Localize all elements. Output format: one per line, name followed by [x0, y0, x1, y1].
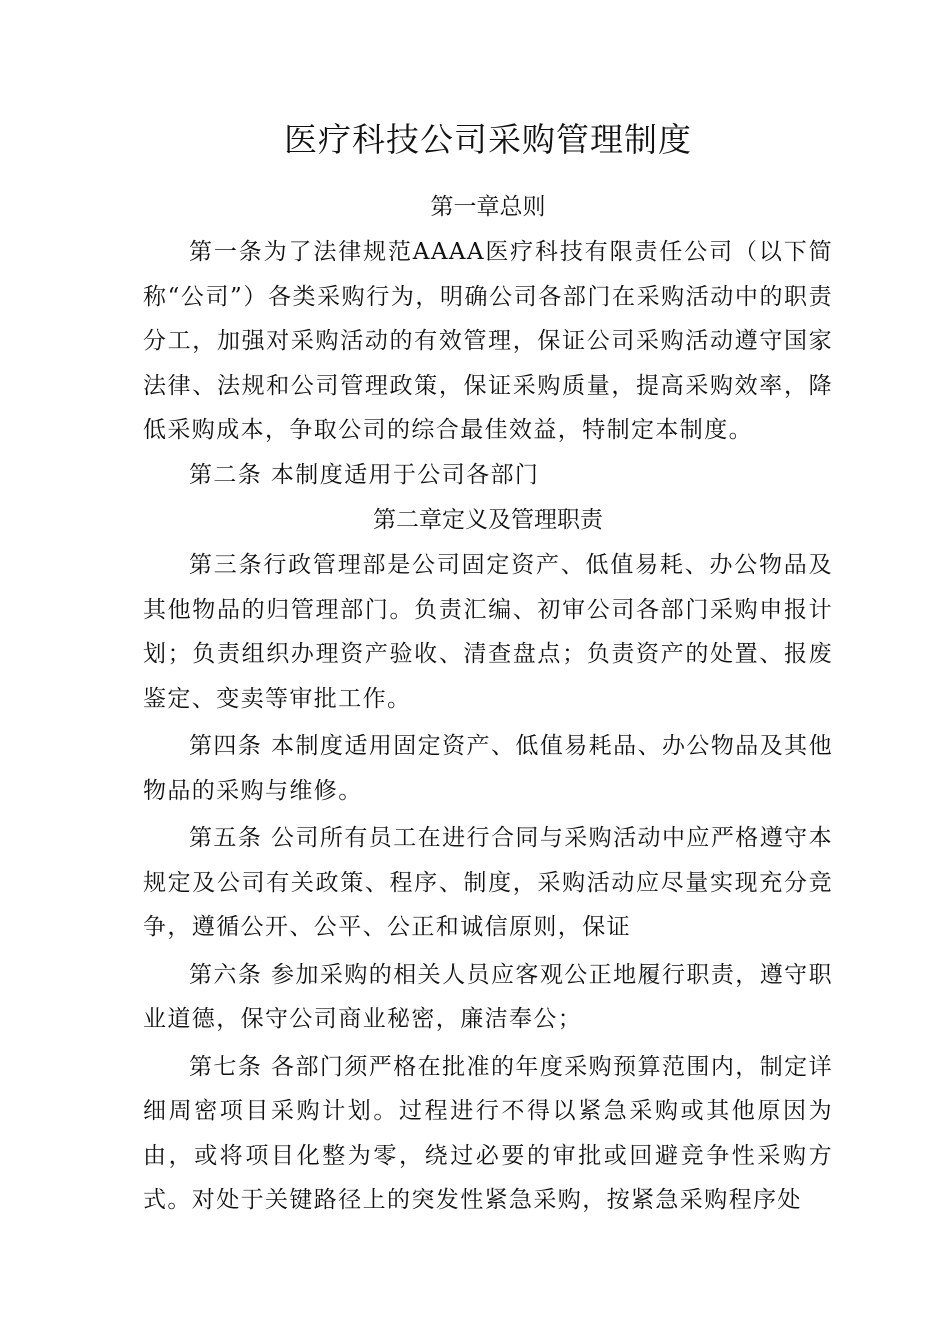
chapter-heading-1: 第一章总则 [430, 194, 546, 220]
document-title: 医疗科技公司采购管理制度 [284, 120, 692, 159]
article-2: 第二条 本制度适用于公司各部门 [189, 461, 540, 488]
chapter-heading-2: 第二章定义及管理职责 [373, 507, 603, 533]
article-7: 第七条 各部门须严格在批准的年度采购预算范围内，制定详细周密项目采购计划。过程进行不得以紧急采购或其他原因为由，或将项目化整为零，绕过必要的审批或回避竞争性采购方式。对处于关键路径上的突发性紧急采购，按紧急采购程序处 [143, 1053, 833, 1213]
article-4: 第四条 本制度适用固定资产、低值易耗品、办公物品及其他物品的采购与维修。 [143, 733, 833, 804]
article-6: 第六条 参加采购的相关人员应客观公正地履行职责，遵守职业道德，保守公司商业秘密，廉洁奉公； [143, 961, 833, 1032]
document-page [143, 112, 833, 1223]
article-1: 第一条为了法律规范AAAA医疗科技有限责任公司（以下简称“公司”）各类采购行为，明确公司各部门在采购活动中的职责分工，加强对采购活动的有效管理，保证公司采购活动遵守国家法律、法规和公司管理政策，保证采购质量，提高采购效率，降低采购成本，争取公司的综合最佳效益，特制定本制度。 [143, 239, 833, 443]
article-3: 第三条行政管理部是公司固定资产、低值易耗、办公物品及其他物品的归管理部门。负责汇编、初审公司各部门采购申报计划；负责组织办理资产验收、清查盘点；负责资产的处置、报废鉴定、变卖等审批工作。 [143, 552, 833, 712]
article-5: 第五条 公司所有员工在进行合同与采购活动中应严格遵守本规定及公司有关政策、程序、制度，采购活动应尽量实现充分竞争，遵循公开、公平、公正和诚信原则，保证 [143, 825, 833, 940]
